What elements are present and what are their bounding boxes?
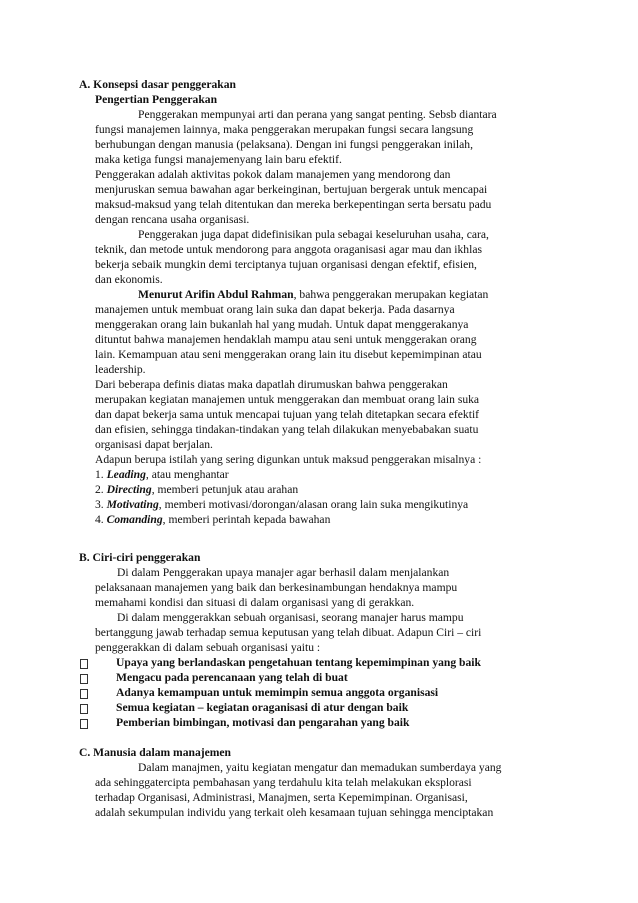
term-description: , memberi perintah kepada bawahan [162, 513, 331, 526]
paragraph-line [138, 287, 488, 302]
paragraph-line: dan ekonomis. [95, 273, 163, 286]
paragraph-line: terhadap Organisasi, Administrasi, Manajmen, serta Kepemimpinan. Organisasi, [95, 791, 468, 804]
paragraph-line: Penggerakan mempunyai arti dan perana yang sangat penting. Sebsb diantara [138, 108, 497, 121]
term-name: Comanding [106, 513, 163, 526]
paragraph-line: Penggerakan juga dapat didefinisikan pula sebagai keseluruhan usaha, cara, [138, 228, 489, 241]
paragraph-line: Dalam manajmen, yaitu kegiatan mengatur dan memadukan sumberdaya yang [138, 761, 502, 774]
term-item [95, 512, 330, 527]
section-b-heading: B. Ciri-ciri penggerakan [79, 551, 201, 564]
paragraph-line: fungsi manajemen lainnya, maka penggerakan merupakan fungsi secara langsung [95, 123, 474, 136]
paragraph-line: Penggerakan adalah aktivitas pokok dalam manajemen yang mendorong dan [95, 168, 451, 181]
bullet-item: Semua kegiatan – kegiatan oraganisasi di atur dengan baik [116, 701, 409, 714]
paragraph-line: lain. Kemampuan atau seni menggerakan orang lain itu disebut kepemimpinan atau [95, 348, 482, 361]
paragraph-line: menjuruskan semua bawahan agar berkeinginan, bertujuan bergerak untuk mencapai [95, 183, 488, 196]
paragraph-line: penggerakkan di dalam sebuah organisasi yaitu : [95, 641, 321, 654]
term-item [95, 467, 229, 482]
term-description: , memberi motivasi/dorongan/alasan orang lain suka mengikutinya [158, 498, 469, 511]
term-number: 2. [95, 483, 107, 496]
term-number: 3. [95, 498, 107, 511]
term-name: Directing [106, 483, 152, 496]
paragraph-line: dan efisien, sehingga tindakan-tindakan yang telah dilakukan menyebabakan suatu [95, 423, 479, 436]
paragraph-line: dan dapat bekerja sama untuk mencapai tujuan yang telah ditetapkan secara efektif [95, 408, 480, 421]
section-c-heading: C. Manusia dalam manajemen [79, 746, 232, 759]
bullet-icon [80, 674, 88, 684]
bullet-icon [80, 704, 88, 714]
paragraph-line: merupakan kegiatan manajemen untuk menggerakan dan membuat orang lain suka [95, 393, 480, 406]
bullet-item: Upaya yang berlandaskan pengetahuan tentang kepemimpinan yang baik [116, 656, 481, 669]
paragraph-line: Adapun berupa istilah yang sering digunkan untuk maksud penggerakan misalnya : [95, 453, 482, 466]
paragraph-line: maka ketiga fungsi manajemenyang lain baru efektif. [95, 153, 342, 166]
term-number: 1. [95, 468, 107, 481]
paragraph-line: leadership. [95, 363, 146, 376]
paragraph-line: teknik, dan metode untuk mendorong para anggota oraganisasi agar mau dan ikhlas [95, 243, 482, 256]
bullet-icon [80, 659, 88, 669]
paragraph-line: bekerja sebaik mungkin demi terciptanya tujuan organisasi dengan efektif, efisien, [95, 258, 477, 271]
section-a-subheading: Pengertian Penggerakan [95, 93, 218, 106]
paragraph-line: berhubungan dengan manusia (pelaksana). Dengan ini fungsi penggerakan inilah, [95, 138, 473, 151]
term-name: Leading [106, 468, 146, 481]
author-name: Menurut Arifin Abdul Rahman [138, 288, 294, 301]
paragraph-line: Di dalam Penggerakan upaya manajer agar berhasil dalam menjalankan [117, 566, 450, 579]
term-description: , memberi petunjuk atau arahan [151, 483, 299, 496]
paragraph-line: organisasi dapat berjalan. [95, 438, 213, 451]
term-description: , atau menghantar [145, 468, 229, 481]
paragraph-line: menggerakan orang lain bukanlah hal yang mudah. Untuk dapat menggerakanya [95, 318, 469, 331]
term-number: 4. [95, 513, 107, 526]
bullet-icon [80, 719, 88, 729]
section-a-heading: A. Konsepsi dasar penggerakan [79, 78, 236, 91]
paragraph-line: maksud-maksud yang telah ditentukan dan mereka berkepentingan serta bersatu padu [95, 198, 492, 211]
paragraph-line: dituntut bahwa manajemen hendaklah mampu atau seni untuk menggerakan orang [95, 333, 477, 346]
bullet-item: Pemberian bimbingan, motivasi dan pengarahan yang baik [116, 716, 410, 729]
paragraph-line: bertanggung jawab terhadap semua keputusan yang telah dibuat. Adapun Ciri – ciri [95, 626, 482, 639]
bullet-item: Adanya kemampuan untuk memimpin semua anggota organisasi [116, 686, 439, 699]
bullet-item: Mengacu pada perencanaan yang telah di buat [116, 671, 348, 684]
term-item [95, 497, 468, 512]
paragraph-line: manajemen untuk membuat orang lain suka dan dapat bekerja. Pada dasarnya [95, 303, 455, 316]
bullet-icon [80, 689, 88, 699]
paragraph-line: adalah sekumpulan individu yang terkait oleh kesamaan tujuan sehingga menciptakan [95, 806, 494, 819]
paragraph-text: , bahwa penggerakan merupakan kegiatan [293, 288, 489, 301]
paragraph-line: pelaksanaan manajemen yang baik dan berkesinambungan hendaknya mampu [95, 581, 458, 594]
paragraph-line: dengan rencana usaha organisasi. [95, 213, 250, 226]
term-name: Motivating [106, 498, 159, 511]
paragraph-line: Di dalam menggerakkan sebuah organisasi, seorang manajer harus mampu [117, 611, 464, 624]
paragraph-line: Dari beberapa definis diatas maka dapatlah dirumuskan bahwa penggerakan [95, 378, 448, 391]
paragraph-line: ada sehinggatercipta pembahasan yang terdahulu kita telah melakukan eksplorasi [95, 776, 472, 789]
term-item [95, 482, 298, 497]
paragraph-line: memahami kondisi dan situasi di dalam organisasi yang di gerakkan. [95, 596, 415, 609]
